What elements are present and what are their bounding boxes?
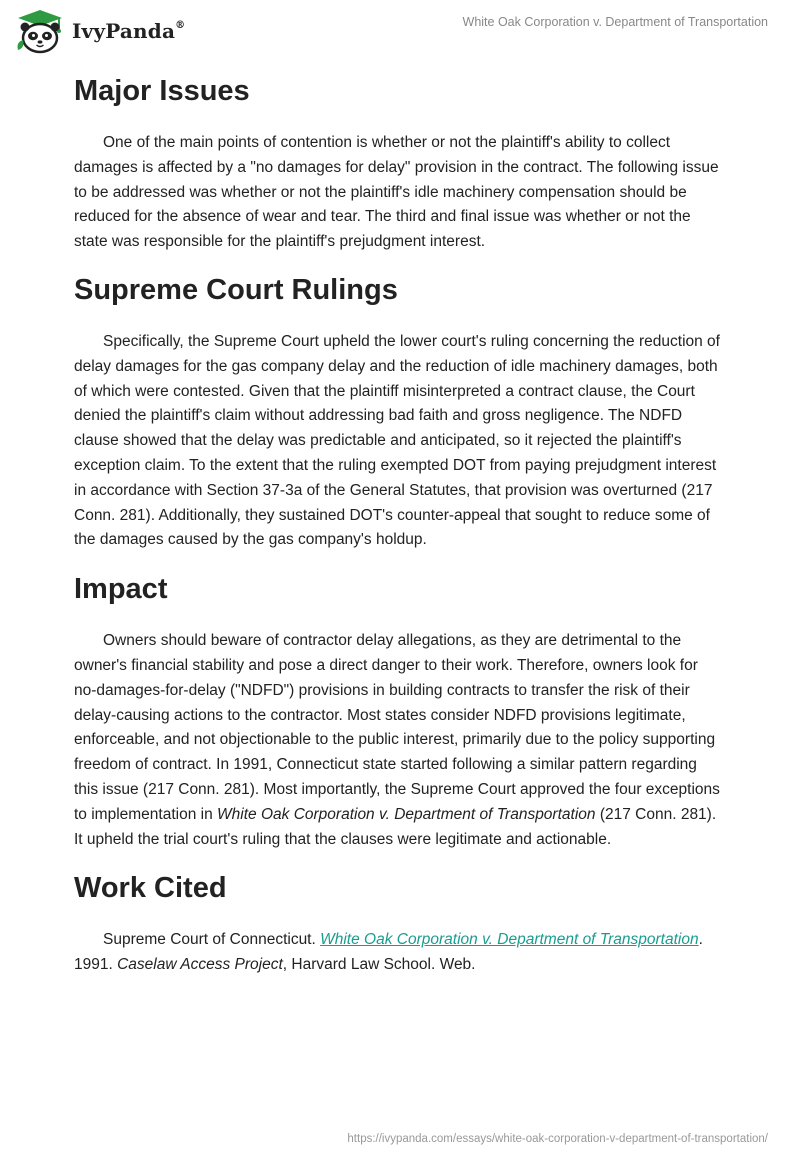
section-paragraph: Specifically, the Supreme Court upheld the lower court's ruling concerning the reduction of delay damages for the gas company delay and the reduction of idle machinery damages, both of which were contested. Given that the plaintiff misinterpreted a contract clause, the Court denied the plaintiff's claim without addressing bad faith and gross negligence. The NDFD clause showed that the delay was predictable and anticipated, so it rejected the plaintiff's exception claim. To the extent that the ruling exempted DOT from paying prejudgment interest in accordance with Section 37-3a of the General Statutes, that provision was overturned (217 Conn. 281). Additionally, they sustained DOT's counter-appeal that sought to reduce some of the damages caused by the gas company's holdup. — [74, 332, 720, 549]
section-major-issues — [74, 70, 724, 255]
citation-source: Caselaw Access Project — [117, 956, 283, 974]
section-work-cited — [74, 867, 724, 978]
case-title-italic: White Oak Corporation v. Department of Transportation — [217, 805, 596, 823]
section-heading: Impact — [74, 573, 168, 606]
paragraph-text: Owners should beware of contractor delay allegations, as they are detrimental to the owner's financial stability and pose a direct danger to their work. Therefore, owners look for no-damages-for-delay ("NDFD") provisions in building contracts to transfer the risk of their delay-causing actions to the contractor. Most states consider NDFD provisions legitimate, enforceable, and not objectionable to the public interest, primarily due to the policy supporting freedom of contract. In 1991, Connecticut state started following a similar pattern regarding this issue (217 Conn. 281). Most importantly, the Supreme Court approved the four exceptions to implementation in — [74, 632, 720, 823]
section-paragraph: One of the main points of contention is whether or not the plaintiff's ability to collect damages is affected by a "no damages for delay" provision in the contract. The following issue to be addressed was whether or not the plaintiff's idle machinery compensation should be reduced for the absence of wear and tear. The third and final issue was whether or not the state was responsible for the plaintiff's prejudgment interest. — [74, 134, 719, 251]
section-heading: Supreme Court Rulings — [74, 273, 398, 306]
citation — [74, 928, 724, 978]
page-header — [0, 0, 800, 64]
section-heading: Major Issues — [74, 75, 250, 107]
citation-author: Supreme Court of Connecticut. — [103, 931, 321, 949]
footer-url[interactable]: https://ivypanda.com/essays/white-oak-corporation-v-department-of-transportation/ — [347, 1133, 768, 1145]
citation-year: . 1991. — [74, 931, 703, 974]
section-impact — [74, 568, 724, 852]
panda-graduate-icon — [14, 8, 66, 54]
registered-mark: ® — [175, 20, 186, 32]
section-paragraph — [74, 629, 724, 852]
document-title: White Oak Corporation v. Department of Transportation — [462, 15, 768, 29]
essay-content — [74, 70, 724, 978]
paragraph-text: (217 Conn. 281). It upheld the trial court's ruling that the clauses were legitimate and actionable. — [74, 805, 717, 848]
section-heading: Work Cited — [74, 872, 227, 905]
brand-name: IvyPanda® — [72, 19, 186, 43]
citation-link[interactable]: White Oak Corporation v. Department of Transportation — [320, 931, 699, 949]
citation-publisher: , Harvard Law School. Web. — [282, 956, 476, 974]
section-supreme-court-rulings — [74, 269, 724, 553]
ivypanda-logo[interactable] — [14, 8, 185, 54]
